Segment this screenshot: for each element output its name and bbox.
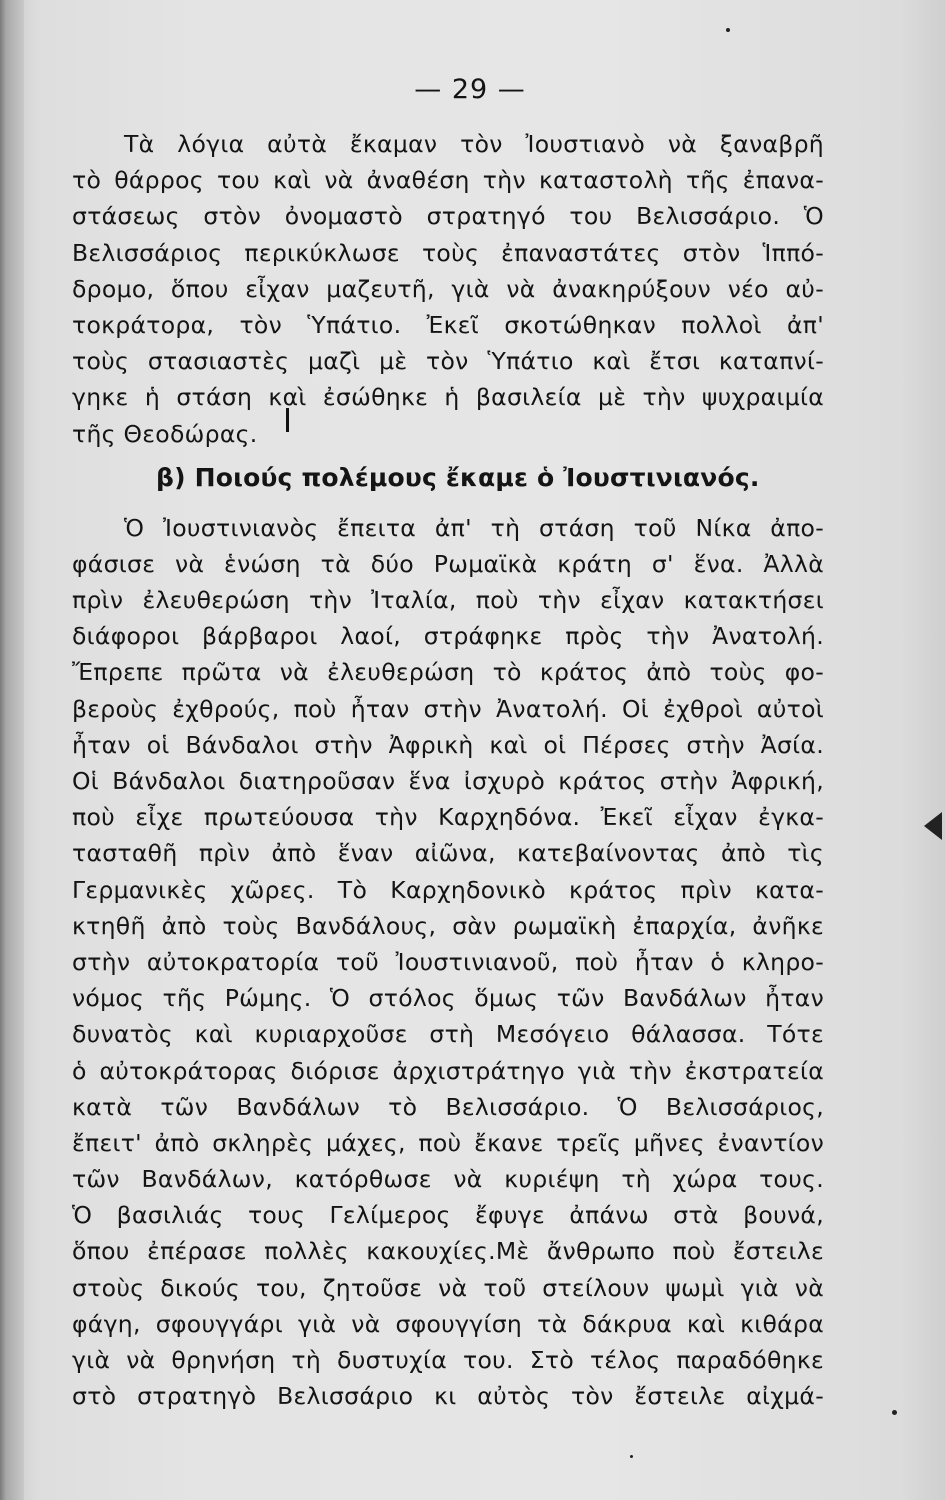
text-line: τοὺς στασιαστὲς μαζὶ μὲ τὸν Ὑπάτιο καὶ ἔτσι καταπνί- xyxy=(72,347,824,376)
text-line: Ὁ Ἰουστινιανὸς ἔπειτα ἀπ' τὴ στάση τοῦ Νίκα ἀπο- xyxy=(124,513,824,542)
text-line: διάφοροι βάρβαροι λαοί, στράφηκε πρὸς τὴν Ἀνατολή. xyxy=(72,622,824,651)
text-line: ποὺ εἶχε πρωτεύουσα τὴν Καρχηδόνα. Ἐκεῖ εἶχαν ἐγκα- xyxy=(72,803,824,832)
text-line: νόμος τῆς Ρώμης. Ὁ στόλος ὅμως τῶν Βανδάλων ἦταν xyxy=(72,984,824,1013)
text-line: στάσεως στὸν ὀνομαστὸ στρατηγό του Βελισσάριο. Ὁ xyxy=(72,202,824,231)
text-line: δρ͏ομο, ὅπου εἶχαν μαζευτῆ, γιὰ νὰ ἀνακηρύξουν νέο αὐ- xyxy=(72,274,824,303)
text-line: Γερμανικὲς χῶρες. Τὸ Καρχηδονικὸ κράτος πρὶν κατα- xyxy=(72,875,824,904)
text-line: Ἔπρεπε πρῶτα νὰ ἐλευθερώση τὸ κράτος ἀπὸ τοὺς φο- xyxy=(72,658,824,687)
paragraph-2 xyxy=(72,510,824,1415)
text-line: φάγη, σφουγγάρι γιὰ νὰ σφουγγίση τὰ δάκρυα καὶ κιθάρα xyxy=(72,1309,824,1338)
text-line: κατὰ τῶν Βανδάλων τὸ Βελισσάριο. Ὁ Βελισσάριος, xyxy=(72,1092,824,1121)
section-heading: β) Ποιούς πολέμους ἔκαμε ὁ Ἰουστινιανός. xyxy=(156,462,760,492)
text-line: τῆς Θεοδώρας. xyxy=(72,419,258,448)
text-line: τοκράτορα, τὸν Ὑπάτιο. Ἐκεῖ σκοτώθηκαν πολλοὶ ἀπ' xyxy=(72,310,824,339)
text-line: Τὰ λόγια αὐτὰ ἔκαμαν τὸν Ἰουστιανὸ νὰ ξαναβρῆ xyxy=(124,130,824,158)
ink-speck xyxy=(892,1410,897,1415)
text-line: ἦταν οἱ Βάνδαλοι στὴν Ἀφρικὴ καὶ οἱ Πέρσες στὴν Ἀσία. xyxy=(72,730,824,759)
text-line: πρὶν ἐλευθερώση τὴν Ἰταλία, ποὺ τὴν εἶχαν κατακτήσει xyxy=(72,586,824,615)
paragraph-1 xyxy=(72,126,824,452)
text-line: τασταθῆ πρὶν ἀπὸ ἕναν αἰῶνα, κατεβαίνοντας ἀπὸ τὶς xyxy=(72,839,824,868)
text-line: στὴν αὐτοκρατορία τοῦ Ἰουστινιανοῦ, ποὺ ἦταν ὁ κληρο- xyxy=(72,947,824,976)
text-line: στοὺς δικούς του, ζητοῦσε νὰ τοῦ στείλουν ψωμὶ γιὰ νὰ xyxy=(72,1273,824,1302)
text-line: γηκε ἡ στάση καὶ ἐσώθηκε ἡ βασιλεία μὲ τὴν ψυχραιμία xyxy=(72,383,824,412)
text-line: Οἱ Βάνδαλοι διατηροῦσαν ἕνα ἰσχυρὸ κράτος στὴν Ἀφρική, xyxy=(72,767,824,795)
margin-arrow-mark xyxy=(924,812,942,840)
text-line: γιὰ νὰ θρηνήση τὴ δυστυχία του. Στὸ τέλος παραδόθηκε xyxy=(72,1346,824,1374)
ink-speck xyxy=(630,1455,633,1458)
page-number: — 29 — xyxy=(414,74,526,105)
text-line: δυνατὸς καὶ κυριαρχοῦσε στὴ Μεσόγειο θάλασσα. Τότε xyxy=(72,1020,824,1049)
page-binding-shadow xyxy=(0,0,24,1500)
body-text xyxy=(72,126,824,1414)
text-line: τὸ θάρρος του καὶ νὰ ἀναθέση τὴν καταστολὴ τῆς ἐπανα- xyxy=(72,166,824,195)
text-line: τῶν Βανδάλων, κατόρθωσε νὰ κυριέψη τὴ χώρα τους. xyxy=(72,1165,824,1194)
text-line: φάσισε νὰ ἑνώση τὰ δύο Ρωμαϊκὰ κράτη σ' ἕνα. Ἀλλὰ xyxy=(72,549,824,578)
ink-speck xyxy=(726,28,730,32)
text-line: κτηθῆ ἀπὸ τοὺς Βανδάλους, σὰν ρωμαϊκὴ ἐπαρχία, ἀνῆκε xyxy=(72,911,824,940)
text-line: ἔπειτ' ἀπὸ σκληρὲς μάχες, ποὺ ἔκανε τρεῖς μῆνες ἐναντίον xyxy=(72,1128,824,1157)
text-line: ὁ αὐτοκράτορας διόρισε ἀρχιστράτηγο γιὰ τὴν ἐκστρατεία xyxy=(72,1056,824,1085)
text-line: στὸ στρατηγὸ Βελισσάριο κι αὐτὸς τὸν ἔστειλε αἰχμά- xyxy=(72,1382,824,1411)
text-line: βεροὺς ἐχθρούς, ποὺ ἦταν στὴν Ἀνατολή. Οἱ ἐχθροὶ αὐτοὶ xyxy=(72,694,824,723)
text-line: Ὁ βασιλιάς τους Γελίμερος ἔφυγε ἀπάνω στὰ βουνά, xyxy=(72,1201,824,1230)
text-line: ὅπου ἐπέρασε πολλὲς κακουχίες.Μὲ ἄνθρωπο ποὺ ἔστειλε xyxy=(72,1237,824,1266)
text-line: Βελισσάριος περικύκλωσε τοὺς ἐπαναστάτες στὸν Ἱππό- xyxy=(72,238,824,267)
